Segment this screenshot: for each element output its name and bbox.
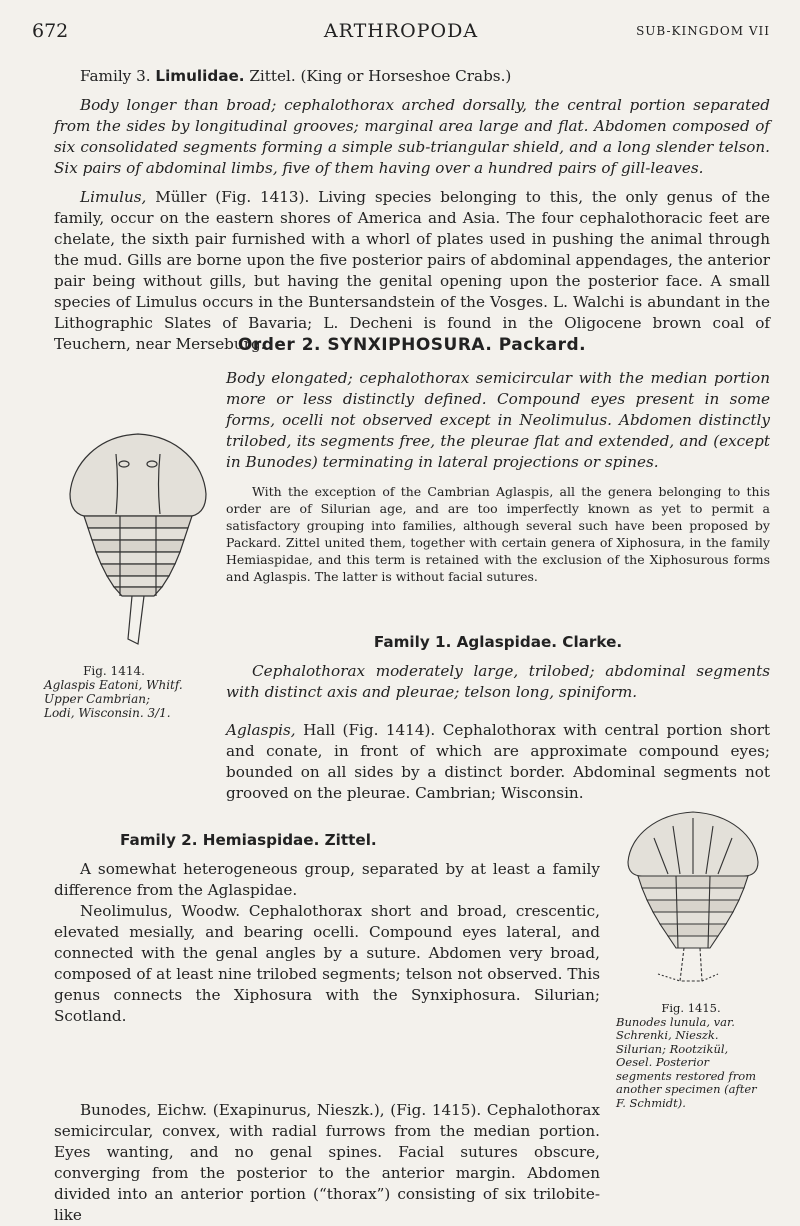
family3-diagnosis: Body longer than broad; cephalothorax arched dorsally, the central portion separated from the sides by longitudinal grooves; marginal area large and flat. Abdomen composed of six consolidated segments forming a simple sub-triangular shield, and a long slender telson. Six pairs of abdominal limbs, five of them having over a hundred pairs of gill-leaves. <box>54 96 770 177</box>
page-number: 672 <box>32 20 69 42</box>
family2-intro: A somewhat heterogeneous group, separated by at least a family difference from the Aglaspidae. <box>54 860 600 899</box>
family1-body: Aglaspis, Hall (Fig. 1414). Cephalothorax with central portion short and conate, in front of which are approximate compound eyes; bounded on all sides by a distinct border. Abdominal segments not grooved on the pleurae. Cambrian; Wisconsin. <box>226 721 770 802</box>
family3-body: Limulus, Müller (Fig. 1413). Living species belonging to this, the only genus of the family, occur on the eastern shores of America and Asia. The four cephalothoracic feet are chelate, the sixth pair furnished with a whorl of plates used in pushing the animal through the mud. Gills are borne upon the five posterior pairs of abdominal appendages, the anterior pair being without gills, but having the genital opening upon the posterior face. A small species of Limulus occurs in the Buntersandstein of the Vosges. L. Walchi is abundant in the Lithographic Slates of Bavaria; L. Decheni is found in the Oligocene brown coal of Teuchern, near Merseburg. <box>54 188 770 353</box>
order2-body <box>226 368 770 585</box>
fig-1414-text: Aglaspis Eatoni, Whitf. Upper Cambrian; Lodi, Wisconsin. 3/1. <box>44 678 183 720</box>
fig-1415-text: Bunodes lunula, var. Schrenki, Nieszk. Silurian; Rootzikül, Oesel. Posterior segments restored from another specimen (after F. Schmidt). <box>616 1014 757 1110</box>
order2-diagnosis: Body elongated; cephalothorax semicircular with the median portion more or less distinctly defined. Compound eyes present in some forms, ocelli not observed except in Neolimulus. Abdomen distinctly trilobed, its segments free, the pleurae flat and extended, and (except in Bunodes) terminating in lateral projections or spines. <box>226 369 770 471</box>
fig-1414-label: Fig. 1414. <box>83 664 145 678</box>
family3-section <box>54 66 770 355</box>
fig-1414-caption <box>44 664 184 720</box>
family2-neolimulus: Neolimulus, Woodw. Cephalothorax short and broad, crescentic, elevated mesially, and bearing ocelli. Compound eyes lateral, and connected with the genal angles by a suture. Abdomen very broad, composed of at least nine trilobed segments; telson not observed. This genus connects the Xiphosura with the Synxiphosura. Silurian; Scotland. <box>54 902 600 1025</box>
family3-heading: Family 3. Limulidae. Zittel. (King or Horseshoe Crabs.) <box>80 67 512 85</box>
family2-bunodes-block <box>54 1100 770 1226</box>
family1-section <box>226 632 770 703</box>
family1-heading: Family 1. Aglaspidae. Clarke. <box>373 633 623 651</box>
running-title: ARTHROPODA <box>323 20 479 42</box>
order2-heading: Order 2. SYNXIPHOSURA. Packard. <box>237 335 587 355</box>
family1-body-block <box>54 720 770 804</box>
family2-bunodes: Bunodes, Eichw. (Exapinurus, Nieszk.), (Fig. 1415). Cephalothorax semicircular, convex, with radial furrows from the median portion. Eyes wanting, and no genal spines. Facial sutures obscure, converging from the posterior to the anterior margin. Abdomen divided into an anterior portion (“thorax”) consisting of six trilobite-like <box>54 1101 600 1224</box>
family2-section <box>54 830 600 1027</box>
fig-1414-illustration <box>58 424 218 646</box>
fig-1415-label: Fig. 1415. <box>661 1001 721 1015</box>
order2-note: With the exception of the Cambrian Aglaspis, all the genera belonging to this order are of Silurian age, and are too imperfectly known as yet to permit a satisfactory grouping into families, although several such have been proposed by Packard. Zittel united them, together with certain genera of Xiphosura, in the family Hemiaspidae, and this term is retained with the exclusion of the Xiphosurous forms and Aglaspis. The latter is without facial sutures. <box>226 484 770 584</box>
family1-diagnosis: Cephalothorax moderately large, trilobed; abdominal segments with distinct axis and pleurae; telson long, spiniform. <box>226 662 770 701</box>
running-subtitle: SUB-KINGDOM VII <box>636 24 770 38</box>
family2-heading: Family 2. Hemiaspidae. Zittel. <box>120 831 377 849</box>
running-header <box>32 18 770 48</box>
order2-section <box>54 335 770 356</box>
fig-1415-illustration <box>618 806 768 996</box>
fig-1415-caption <box>616 1002 766 1110</box>
